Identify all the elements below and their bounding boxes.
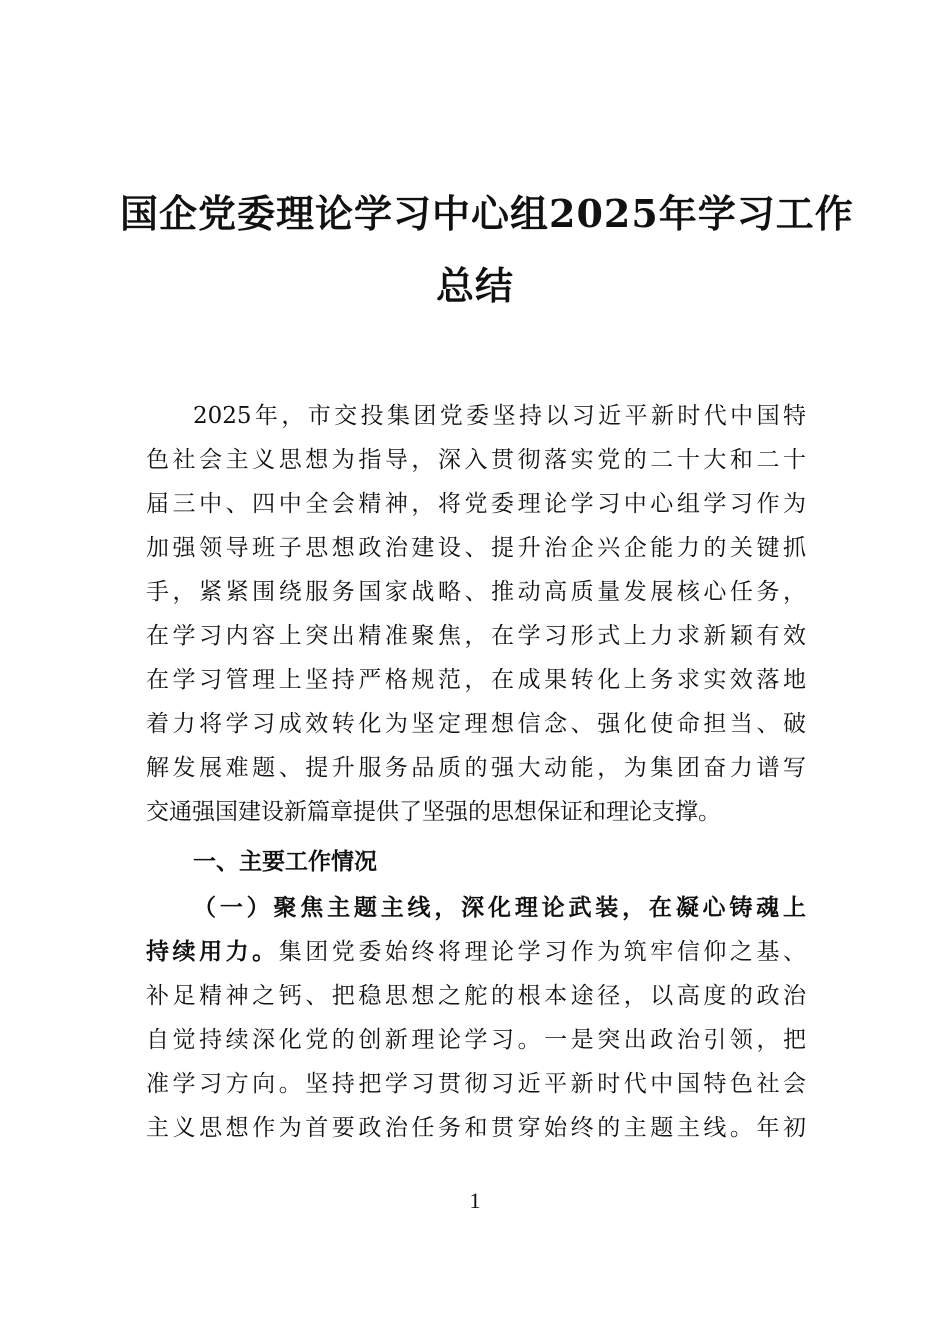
paragraph-line: 交通强国建设新篇章提供了坚强的思想保证和理论支撑。 xyxy=(146,799,721,825)
paragraph-line: 主义思想作为首要政治任务和贯穿始终的主题主线。年初 xyxy=(146,1115,806,1141)
paragraph-line: 自觉持续深化党的创新理论学习。一是突出政治引领，把 xyxy=(146,1027,806,1053)
paragraph-line: 手，紧紧围绕服务国家战略、推动高质量发展核心任务， xyxy=(146,579,806,605)
document-title-line-1: 国企党委理论学习中心组2025年学习工作 xyxy=(120,191,854,236)
paragraph-line: 色社会主义思想为指导，深入贯彻落实党的二十大和二十 xyxy=(146,447,806,473)
paragraph-line: 2025年，市交投集团党委坚持以习近平新时代中国特 xyxy=(193,403,806,429)
paragraph-line xyxy=(146,930,806,974)
paragraph-text: 集团党委始终将理论学习作为筑牢信仰之基、 xyxy=(278,939,807,965)
paragraph-line: 加强领导班子思想政治建设、提升治企兴企能力的关键抓 xyxy=(146,535,806,561)
paragraph-line: 解发展难题、提升服务品质的强大动能，为集团奋力谱写 xyxy=(146,755,806,781)
paragraph-line: 在学习内容上突出精准聚焦，在学习形式上力求新颖有效 xyxy=(146,623,806,649)
section-heading: 一、主要工作情况 xyxy=(193,849,377,875)
paragraph-line: 补足精神之钙、把稳思想之舵的根本途径，以高度的政治 xyxy=(146,983,806,1009)
subsection-heading-tail: 持续用力。 xyxy=(146,938,279,965)
paragraph-line: 准学习方向。坚持把学习贯彻习近平新时代中国特色社会 xyxy=(146,1071,806,1097)
subsection-heading-line: （一）聚焦主题主线，深化理论武装，在凝心铸魂上 xyxy=(193,894,806,921)
paragraph-line: 届三中、四中全会精神，将党委理论学习中心组学习作为 xyxy=(146,491,806,517)
page-number: 1 xyxy=(469,1188,481,1213)
paragraph-line: 在学习管理上坚持严格规范，在成果转化上务求实效落地 xyxy=(146,667,806,693)
paragraph-line: 着力将学习成效转化为坚定理想信念、强化使命担当、破 xyxy=(146,711,806,737)
document-title-line-2: 总结 xyxy=(435,263,514,308)
